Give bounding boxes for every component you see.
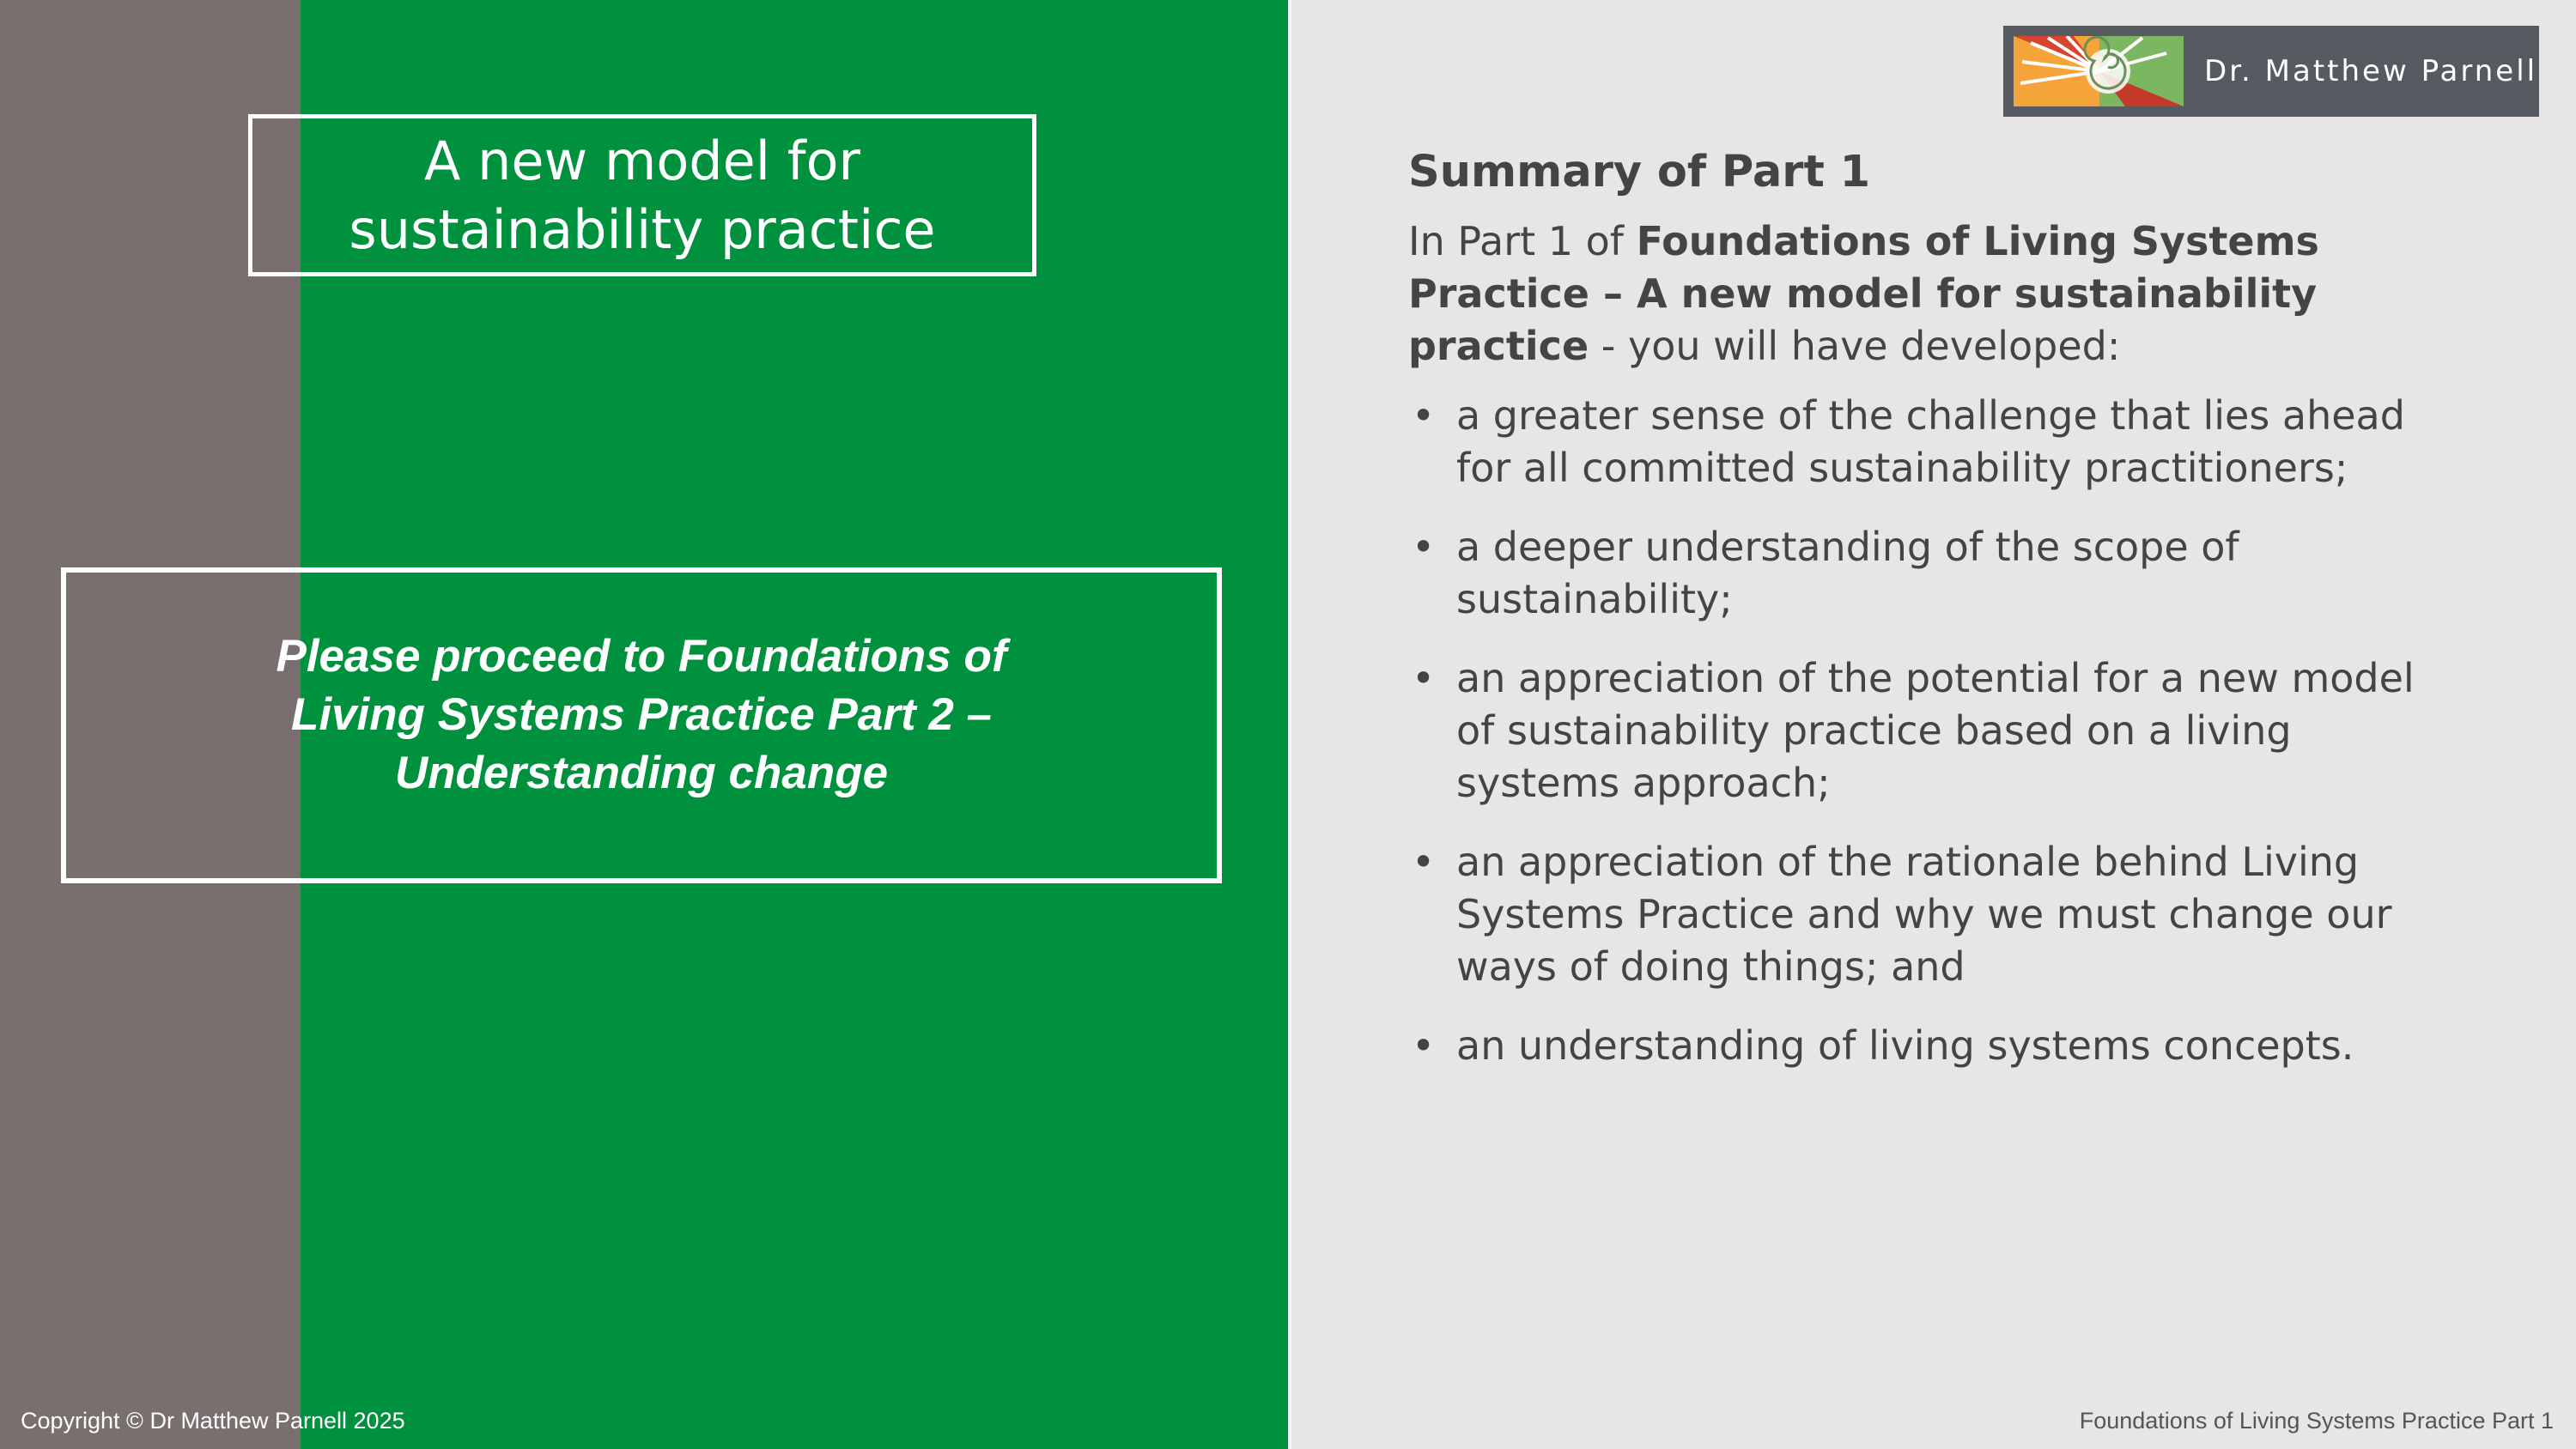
summary-content	[1408, 142, 2439, 1099]
slide-title	[349, 127, 935, 264]
proceed-line-1: Please proceed to Foundations of	[276, 631, 1007, 682]
bullet-text: a deeper understanding of the scope of sustainability;	[1456, 524, 2239, 622]
summary-bullet-list	[1408, 390, 2439, 1072]
list-item	[1408, 836, 2439, 993]
list-item	[1408, 652, 2439, 809]
bullet-icon: •	[1412, 655, 1436, 701]
proceed-box	[61, 567, 1222, 883]
footer-course-title: Foundations of Living Systems Practice Part 1	[2079, 1408, 2554, 1434]
copyright-text: Copyright © Dr Matthew Parnell 2025	[21, 1408, 405, 1434]
author-logo	[2003, 26, 2539, 117]
bullet-text: a greater sense of the challenge that lies ahead for all committed sustainability practitioners;	[1456, 392, 2405, 491]
intro-prefix: In Part 1 of	[1408, 218, 1637, 264]
bullet-text: an appreciation of the potential for a new model of sustainability practice based on a living systems approach;	[1456, 655, 2415, 806]
summary-heading: Summary of Part 1	[1408, 147, 1871, 197]
proceed-message	[276, 627, 1006, 803]
bullet-text: an understanding of living systems concepts.	[1456, 1022, 2354, 1069]
title-box	[248, 114, 1036, 276]
nautilus-logo-icon	[2014, 36, 2184, 106]
bullet-icon: •	[1412, 392, 1436, 439]
title-line-2: sustainability practice	[349, 197, 936, 261]
list-item	[1408, 390, 2439, 494]
bullet-icon: •	[1412, 839, 1436, 885]
logo-text: Dr. Matthew Parnell	[2204, 54, 2538, 88]
summary-intro	[1408, 215, 2439, 373]
intro-course-title: Foundations of Living Systems Practice – A new model for sustainability practice	[1408, 218, 2319, 369]
list-item	[1408, 521, 2439, 626]
bullet-text: an appreciation of the rationale behind Living Systems Practice and why we must change our ways of doing things; and	[1456, 839, 2392, 990]
list-item	[1408, 1020, 2439, 1072]
bullet-icon: •	[1412, 1022, 1436, 1069]
intro-suffix: - you will have developed:	[1589, 323, 2121, 369]
proceed-line-2: Living Systems Practice Part 2 –	[290, 689, 992, 740]
panel-divider	[1288, 0, 1291, 1449]
proceed-line-3: Understanding change	[394, 748, 889, 798]
bullet-icon: •	[1412, 524, 1436, 570]
title-line-1: A new model for	[424, 129, 860, 192]
